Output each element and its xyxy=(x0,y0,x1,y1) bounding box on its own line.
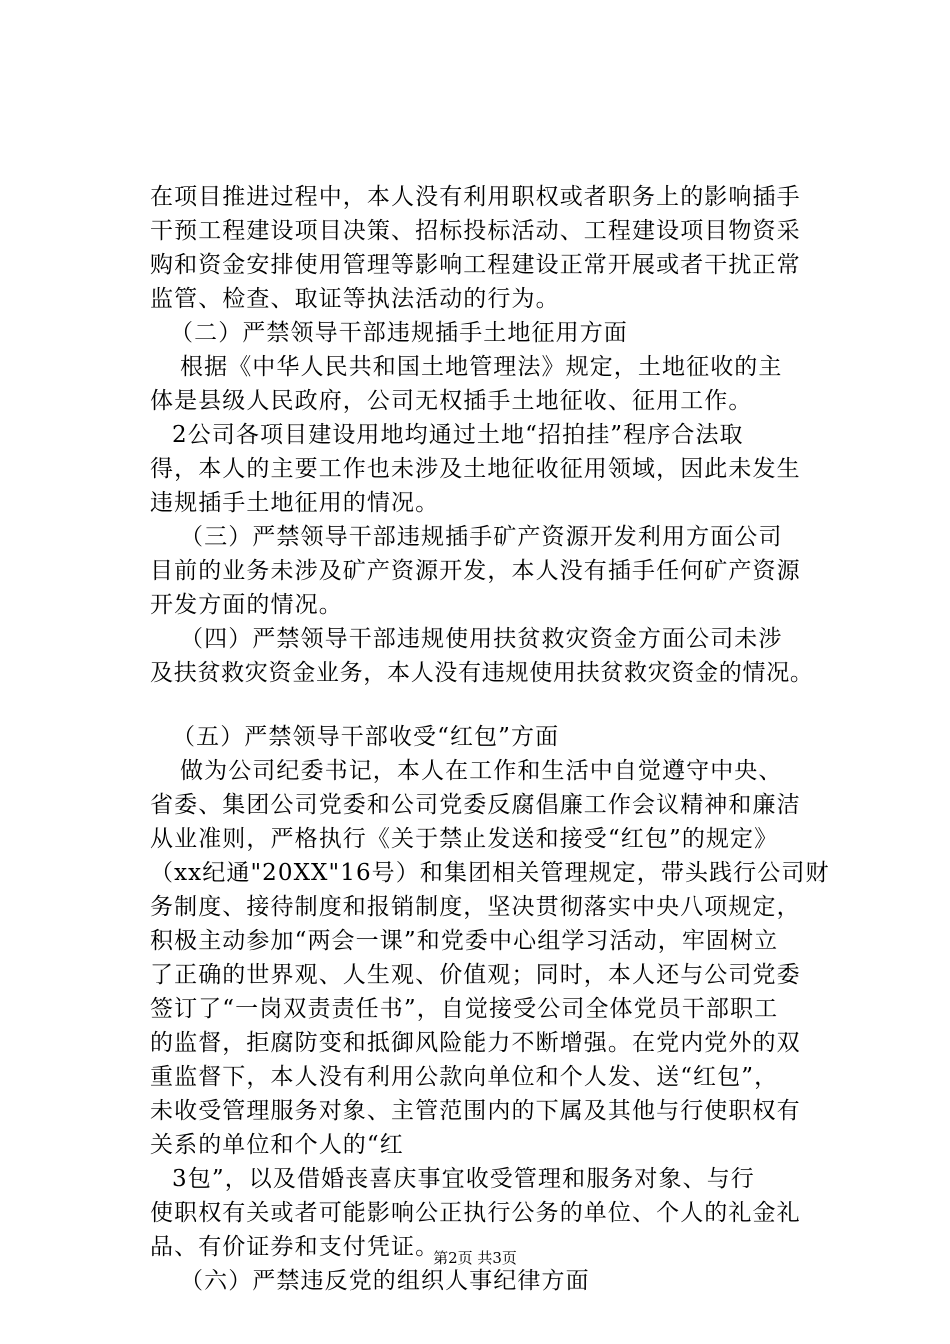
section-heading: （五）严禁领导干部收受“红包”方面 xyxy=(172,724,560,750)
section-heading: （三）严禁领导干部违规插手矿产资源开发利用方面公司 xyxy=(180,524,783,550)
text-line: 目前的业务未涉及矿产资源开发，本人没有插手任何矿产资源 xyxy=(150,558,801,584)
text-line: 重监督下，本人没有利用公款向单位和个人发、送“红包”， xyxy=(150,1064,779,1090)
text-line: 的监督，拒腐防变和抵御风险能力不断增强。在党内党外的双 xyxy=(150,1030,801,1056)
section-heading: （四）严禁领导干部违规使用扶贫救灾资金方面公司未涉 xyxy=(180,626,783,652)
text-line: 从业准则，严格执行《关于禁止发送和接受“红包”的规定》 xyxy=(150,826,779,852)
text-line: 积极主动参加“两会一课”和党委中心组学习活动，牢固树立 xyxy=(150,928,779,954)
text-line: 干预工程建设项目决策、招标投标活动、工程建设项目物资采 xyxy=(150,218,801,244)
text-line: 根据《中华人民共和国土地管理法》规定，土地征收的主 xyxy=(180,354,783,380)
text-line: 关系的单位和个人的“红 xyxy=(150,1132,404,1158)
text-line: 做为公司纪委书记，本人在工作和生活中自觉遵守中央、 xyxy=(180,758,783,784)
text-line: 得，本人的主要工作也未涉及土地征收征用领域，因此未发生 xyxy=(150,456,801,482)
paragraph-gap xyxy=(150,690,830,720)
text-line: 购和资金安排使用管理等影响工程建设正常开展或者干扰正常 xyxy=(150,252,801,278)
section-heading: （二）严禁领导干部违规插手土地征用方面 xyxy=(170,320,628,346)
text-line: 2公司各项目建设用地均通过土地“招拍挂”程序合法取 xyxy=(172,422,744,448)
text-line: 签订了“一岗双责责任书”，自觉接受公司全体党员干部职工 xyxy=(150,996,779,1022)
text-line: 品、有价证券和支付凭证。 xyxy=(150,1234,440,1260)
text-line: 3包”，以及借婚丧喜庆事宜收受管理和服务对象、与行 xyxy=(172,1166,755,1192)
text-line: （xx纪通"20XX"16号）和集团相关管理规定，带头践行公司财 xyxy=(150,860,830,886)
page-number-footer: 第2页 共3页 xyxy=(433,1249,517,1267)
text-line: 使职权有关或者可能影响公正执行公务的单位、个人的礼金礼 xyxy=(150,1200,801,1226)
text-line: 体是县级人民政府，公司无权插手土地征收、征用工作。 xyxy=(150,388,753,414)
text-line: 省委、集团公司党委和公司党委反腐倡廉工作会议精神和廉洁 xyxy=(150,792,801,818)
text-line: 了正确的世界观、人生观、价值观；同时，本人还与公司党委 xyxy=(150,962,801,988)
text-line: 未收受管理服务对象、主管范围内的下属及其他与行使职权有 xyxy=(150,1098,801,1124)
text-line: 在项目推进过程中，本人没有利用职权或者职务上的影响插手 xyxy=(150,184,801,210)
section-heading: （六）严禁违反党的组织人事纪律方面 xyxy=(180,1268,590,1294)
text-line: 务制度、接待制度和报销制度，坚决贯彻落实中央八项规定， xyxy=(150,894,801,920)
text-line: 违规插手土地征用的情况。 xyxy=(150,490,440,516)
document-body xyxy=(150,180,830,1298)
text-line: 开发方面的情况。 xyxy=(150,592,343,618)
text-line: 监管、检查、取证等执法活动的行为。 xyxy=(150,286,560,312)
text-line: 及扶贫救灾资金业务，本人没有违规使用扶贫救灾资金的情况。 xyxy=(150,660,814,686)
